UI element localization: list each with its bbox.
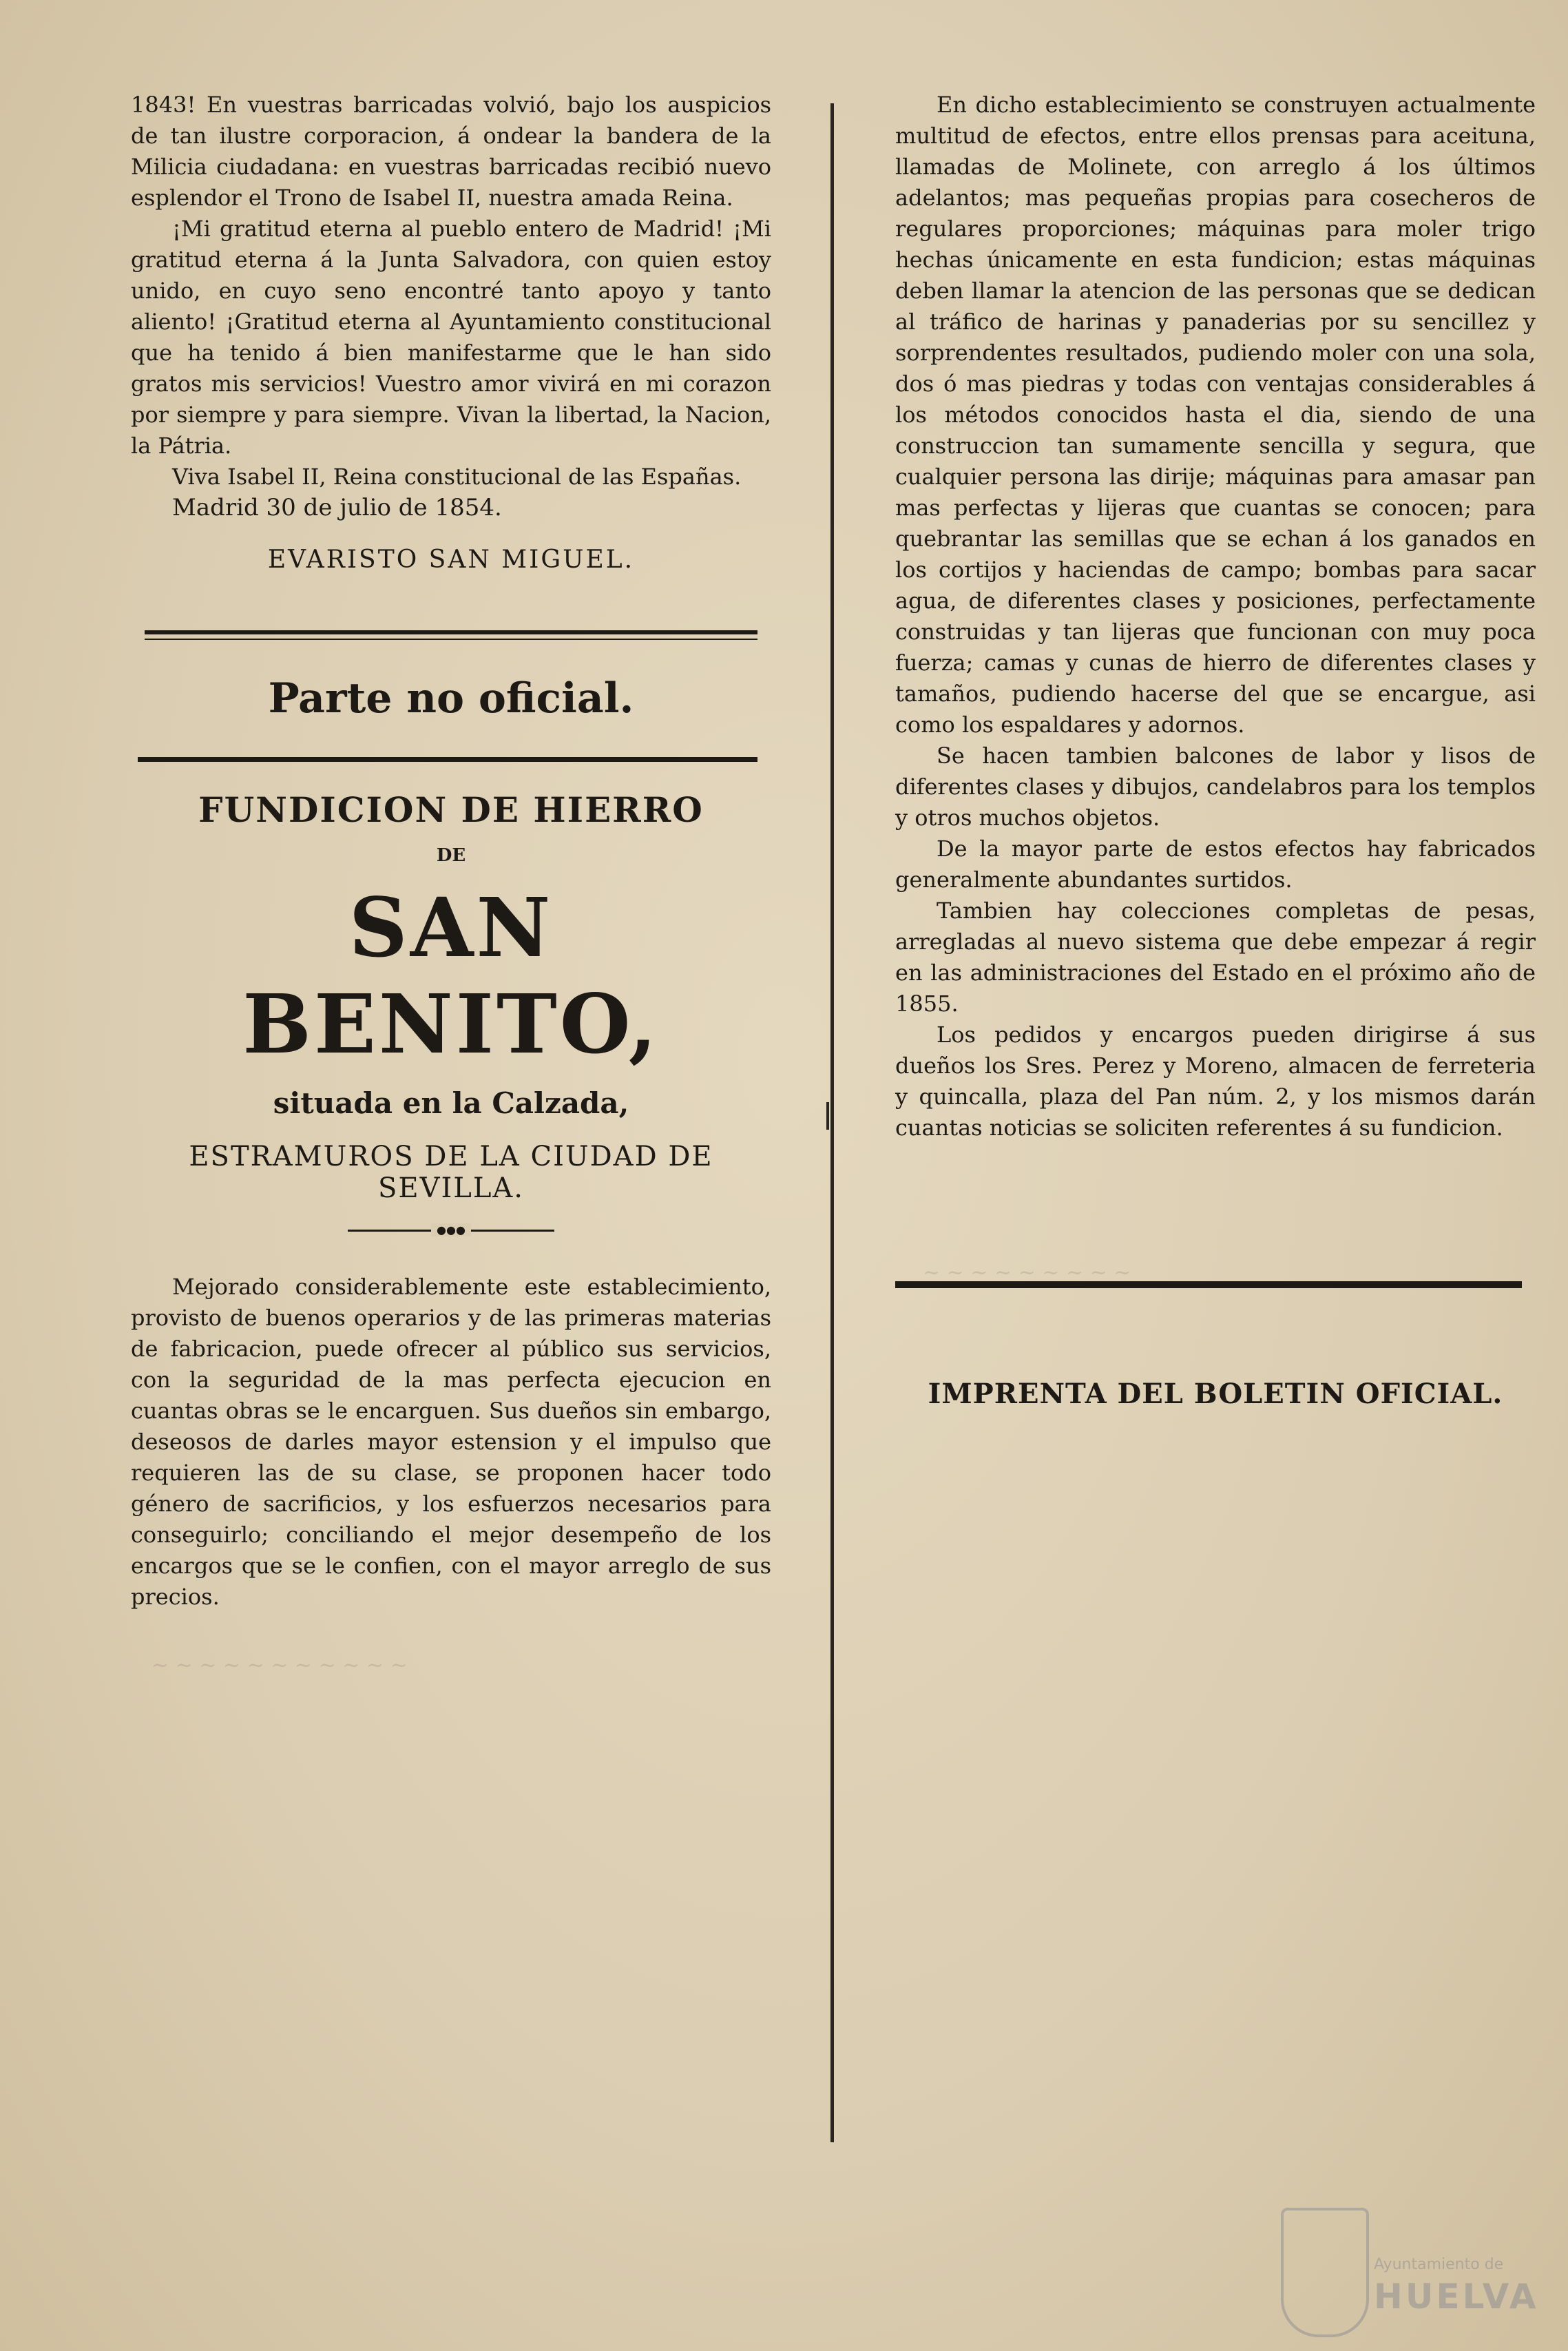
- notice-subheader: situada en la Calzada,: [273, 1086, 629, 1120]
- notice-paragraph: Los pedidos y encargos pueden dirigirse á sus dueños los Sres. Perez y Moreno, almacen de ferreteria y quincalla, plaza del Pan núm. 2, y los mismos darán cuantas noticias se soliciten referentes á su fundicion.: [895, 1022, 1536, 1141]
- section-divider: [145, 630, 757, 640]
- notice-headline: SAN BENITO,: [242, 880, 660, 1072]
- notice-location: ESTRAMUROS DE LA CIUDAD DE SEVILLA.: [189, 1141, 713, 1204]
- watermark-logo: [1281, 2208, 1539, 2339]
- notice-paragraph: En dicho establecimiento se construyen actualmente multitud de efectos, entre ellos prensas para aceituna, llamadas de Molinete, con arreglo á los últimos adelantos; mas pequeñas propias para cosecheros de regulares proporciones; máquinas para moler trigo hechas únicamente en esta fundicion; estas máquinas deben llamar la atencion de las personas que se dedican al tráfico de harinas y panaderias por su sencillez y sorprendentes resultados, pudiendo moler con una sola, dos ó mas piedras y todas con ventajas considerables á los métodos conocidos hasta el dia, siendo de una construccion tan sumamente sencilla y segura, que cualquier persona las dirije; máquinas para amasar pan mas perfectas y lijeras que cuantas se conocen; para quebrantar las semillas que se echan á los ganados en los cortijos y haciendas de campo; bombas para sacar agua, de diferentes clases y posiciones, perfectamente construidas y tan lijeras que funcionan con muy poca fuerza; camas y cunas de hierro de diferentes clases y tamaños, pudiendo hacerse del que se encargue, asi como los espaldares y adornos.: [895, 92, 1536, 738]
- column-divider-mark: [826, 1102, 829, 1130]
- notice-header: FUNDICION DE HIERRO: [198, 789, 704, 830]
- section-divider: [895, 1281, 1522, 1288]
- notice-paragraph: De la mayor parte de estos efectos hay fabricados generalmente abundantes surtidos.: [895, 836, 1536, 893]
- section-divider: [138, 757, 757, 762]
- dateline: Madrid 30 de julio de 1854.: [172, 494, 502, 521]
- left-column: [131, 90, 771, 1613]
- proclamation-vivas: Viva Isabel II, Reina constitucional de las Españas.: [172, 464, 742, 490]
- right-column: [895, 90, 1536, 1410]
- column-divider: [830, 103, 834, 2142]
- notice-paragraph: Se hacen tambien balcones de labor y lisos de diferentes clases y dibujos, candelabros para los templos y otros muchos objetos.: [895, 743, 1536, 831]
- bleed-through-text: ~ ~ ~ ~ ~ ~ ~ ~ ~ ~ ~: [151, 1653, 408, 1677]
- watermark-text: HUELVA: [1374, 2277, 1539, 2317]
- notice-paragraph: Tambien hay colecciones completas de pesas, arregladas al nuevo sistema que debe empezar á regir en las administraciones del Estado en el próximo año de 1855.: [895, 898, 1536, 1017]
- bleed-through-text: ~ ~ ~ ~ ~ ~ ~ ~ ~: [923, 1261, 1131, 1285]
- watermark-text: Ayuntamiento de: [1374, 2256, 1504, 2273]
- proclamation-paragraph: ¡Mi gratitud eterna al pueblo entero de Madrid! ¡Mi gratitud eterna á la Junta Salvadora, con quien estoy unido, en cuyo seno encontré tanto apoyo y tanto aliento! ¡Gratitud eterna al Ayuntamiento constitucional que ha tenido á bien manifestarme que le han sido gratos mis servicios! Vuestro amor vivirá en mi corazon por siempre y para siempre. Vivan la libertad, la Nacion, la Pátria.: [131, 216, 771, 459]
- notice-header-connector: DE: [436, 845, 466, 866]
- imprint-line: IMPRENTA DEL BOLETIN OFICIAL.: [928, 1378, 1503, 1410]
- proclamation-paragraph: 1843! En vuestras barricadas volvió, bajo los auspicios de tan ilustre corporacion, á ondear la bandera de la Milicia ciudadana: en vuestras barricadas recibió nuevo esplendor el Trono de Isabel II, nuestra amada Reina.: [131, 92, 771, 211]
- notice-paragraph: Mejorado considerablemente este establecimiento, provisto de buenos operarios y de las primeras materias de fabricacion, puede ofrecer al público sus servicios, con la seguridad de la mas perfecta ejecucion en cuantas obras se le encarguen. Sus dueños sin embargo, deseosos de darles mayor estension y el impulso que requieren las de su clase, se proponen hacer todo género de sacrificios, y los esfuerzos necesarios para conseguirlo; conciliando el mejor desempeño de los encargos que se le confien, con el mayor arreglo de sus precios.: [131, 1274, 771, 1610]
- signature: EVARISTO SAN MIGUEL.: [267, 546, 635, 574]
- shield-icon: [1281, 2208, 1369, 2337]
- section-title: Parte no oficial.: [268, 674, 634, 723]
- ornament-divider: ●●●: [348, 1223, 554, 1237]
